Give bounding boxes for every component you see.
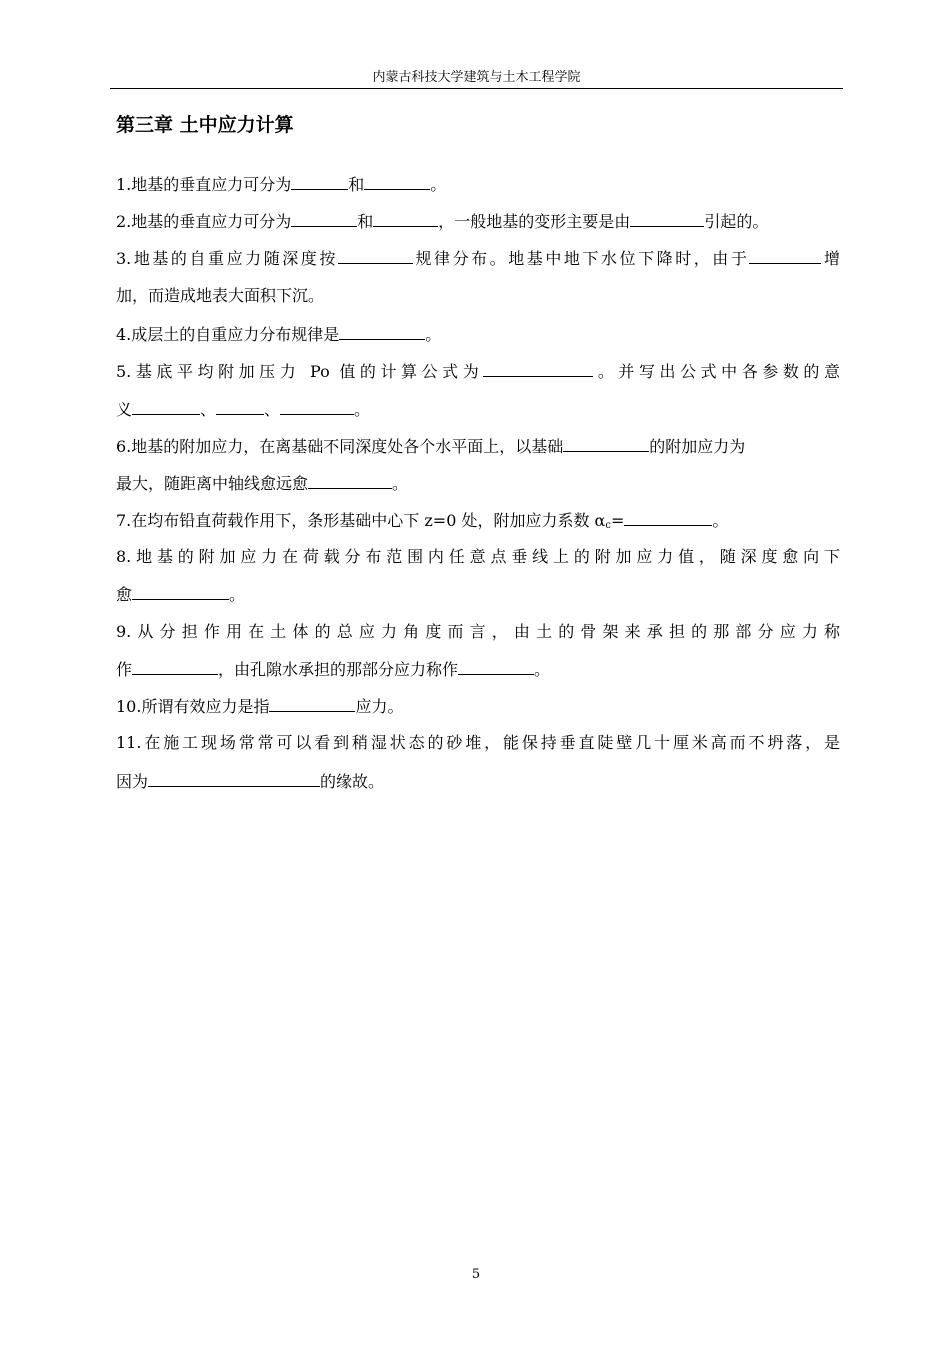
answer-blank[interactable] <box>364 172 430 190</box>
answer-blank[interactable] <box>458 657 534 675</box>
question-6-continued <box>116 471 408 495</box>
question-text: 的缘故。 <box>320 772 385 791</box>
question-text: 引起的。 <box>704 212 769 231</box>
question-text: ，由孔隙水承担的那部分应力称作 <box>218 660 459 679</box>
question-text: 和 <box>357 212 374 231</box>
question-4 <box>116 322 441 346</box>
question-text: 。并写出公式中各参数的意 <box>593 362 840 381</box>
question-9 <box>116 620 840 644</box>
question-text: 愈 <box>116 585 133 604</box>
question-text: 。 <box>392 474 409 493</box>
question-11-continued <box>116 769 384 793</box>
question-text: 11.在施工现场常常可以看到稍湿状态的砂堆，能保持垂直陡壁几十厘米高而不坍落，是 <box>116 733 840 752</box>
question-text: 1.地基的垂直应力可分为 <box>116 175 292 194</box>
question-text: 义 <box>116 400 133 419</box>
answer-blank[interactable] <box>132 397 200 415</box>
question-text: 6.地基的附加应力，在离基础不同深度处各个水平面上，以基础 <box>116 437 564 456</box>
question-10 <box>116 694 403 718</box>
question-1 <box>116 172 446 196</box>
page-number: 5 <box>471 1267 481 1282</box>
answer-blank[interactable] <box>563 434 649 452</box>
answer-blank[interactable] <box>132 582 229 600</box>
question-text: 规律分布。地基中地下水位下降时，由于 <box>412 249 750 268</box>
question-text: 因为 <box>116 772 149 791</box>
answer-blank[interactable] <box>339 322 425 340</box>
subscript: c <box>605 520 611 531</box>
question-text: 、 <box>200 400 217 419</box>
question-text: 的附加应力为 <box>649 437 746 456</box>
question-text: 2.地基的垂直应力可分为 <box>116 212 292 231</box>
question-text: 。 <box>425 325 442 344</box>
answer-blank[interactable] <box>216 397 264 415</box>
question-9-continued <box>116 657 550 681</box>
answer-blank[interactable] <box>291 172 348 190</box>
answer-blank[interactable] <box>483 359 593 377</box>
question-6 <box>116 434 745 458</box>
question-text: 。 <box>430 175 447 194</box>
question-text: 和 <box>348 175 365 194</box>
question-text: 。 <box>534 660 551 679</box>
question-3 <box>116 246 840 270</box>
answer-blank[interactable] <box>749 246 821 264</box>
answer-blank[interactable] <box>269 694 355 712</box>
answer-blank[interactable] <box>132 657 218 675</box>
question-text: 3.地基的自重应力随深度按 <box>116 249 338 268</box>
question-text: = <box>610 511 625 530</box>
question-text: 作 <box>116 660 133 679</box>
question-text: 应力。 <box>355 697 404 716</box>
question-text: 增 <box>821 249 840 268</box>
answer-blank[interactable] <box>624 508 712 526</box>
question-text: 加，而造成地表大面积下沉。 <box>116 286 325 305</box>
answer-blank[interactable] <box>630 209 704 227</box>
question-2 <box>116 209 768 233</box>
page-header: 内蒙古科技大学建筑与土木工程学院 <box>372 70 581 85</box>
question-5 <box>116 359 840 383</box>
question-text: 最大，随距离中轴线愈远愈 <box>116 474 309 493</box>
question-11 <box>116 731 840 755</box>
question-text: 10.所谓有效应力是指 <box>116 697 270 716</box>
question-text: 。 <box>354 400 371 419</box>
question-text: 、 <box>264 400 281 419</box>
question-text: 7.在均布铅直荷载作用下，条形基础中心下 z=0 处，附加应力系数 α <box>116 511 606 530</box>
answer-blank[interactable] <box>338 246 413 264</box>
question-text: 8.地基的附加应力在荷载分布范围内任意点垂线上的附加应力值，随深度愈向下 <box>116 547 840 566</box>
answer-blank[interactable] <box>291 209 357 227</box>
chapter-title: 第三章 土中应力计算 <box>116 114 294 136</box>
header-divider <box>110 88 843 89</box>
question-8-continued <box>116 582 245 606</box>
question-text: 。 <box>712 511 729 530</box>
answer-blank[interactable] <box>280 397 354 415</box>
answer-blank[interactable] <box>148 769 320 787</box>
question-7 <box>116 508 728 532</box>
question-8 <box>116 545 840 569</box>
question-text: 5.基底平均附加压力 Po 值的计算公式为 <box>116 362 484 381</box>
question-text: 。 <box>229 585 246 604</box>
question-3-continued <box>116 284 324 308</box>
question-5-continued <box>116 397 370 421</box>
answer-blank[interactable] <box>373 209 438 227</box>
question-text: ，一般地基的变形主要是由 <box>438 212 631 231</box>
question-text: 9.从分担作用在土体的总应力角度而言，由土的骨架来承担的那部分应力称 <box>116 622 840 641</box>
answer-blank[interactable] <box>308 471 392 489</box>
question-text: 4.成层土的自重应力分布规律是 <box>116 325 340 344</box>
